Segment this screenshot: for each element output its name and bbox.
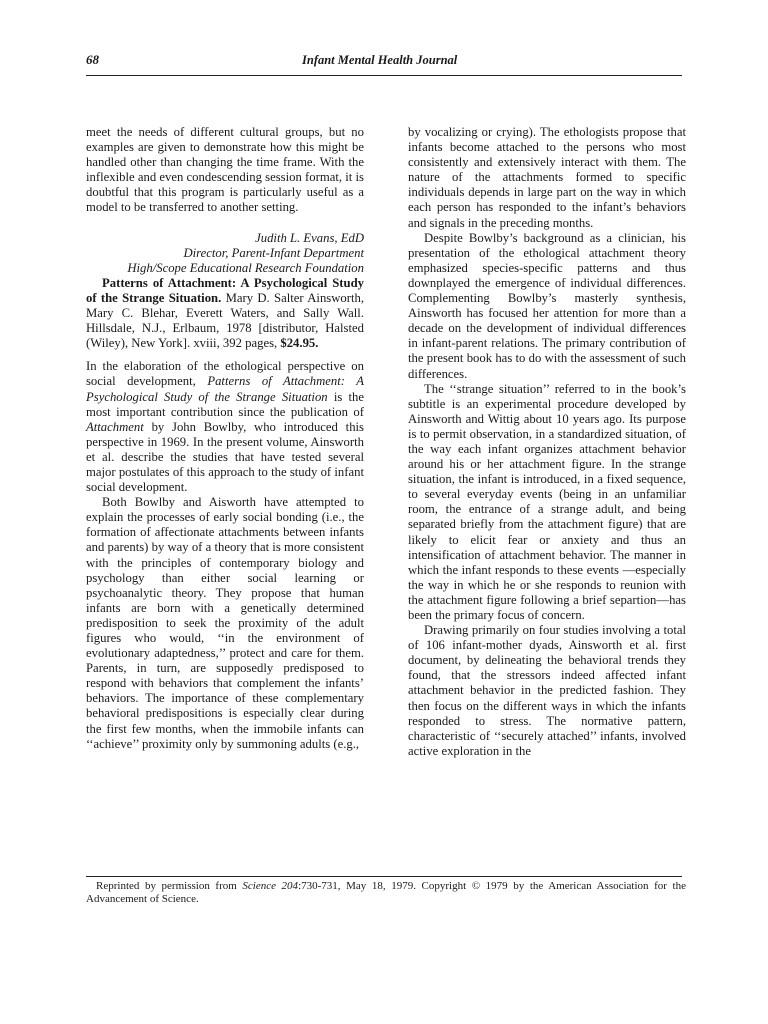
right-paragraph-1: by vocalizing or crying). The ethologists propose that infants become attached to the persons who most consistently and extensively interact with them. The nature of the attachments formed to specific individuals depends in large part on the way in which each person has responded to the infant’s behaviors and signals in the preceding months. [408,125,686,230]
right-paragraph-2: Despite Bowlby’s background as a clinician, his presentation of the ethological attachment theory emphasized species-specific patterns and thus downplayed the emergence of individual differences. Complementing Bowlby’s masterly synthesis, Ainsworth has focused her attention for more than a decade on the development of individual differences in infant-parent relations. The primary contribution of the present book has to do with the assessment of such differences. [408,230,686,381]
right-paragraph-3: The ‘‘strange situation’’ referred to in the book’s subtitle is an experimental procedure developed by Ainsworth and Wittig about 10 years ago. Its purpose is to permit observation, in a standardized situation, of the way each infant organizes attachment behavior around his or her attachment figure. In the strange situation, the infant is introduced, in a fixed sequence, to several everyday events (being in an unfamiliar room, the entrance of a strange adult, and being separated briefly from the attachment figure) that are likely to elicit fear or anxiety and thus an intensification of attachment behavior. The manner in which the infant responds to these events —especially the way in which he or she responds to reunion with the attachment figure following a brief separtion—has been the primary focus of concern. [408,381,686,622]
reviewer-signature [86,231,364,276]
running-head-journal-title: Infant Mental Health Journal [302,53,458,67]
book-price: $24.95. [280,336,319,351]
page-header [86,52,682,74]
reviewer-organization: High/Scope Educational Research Foundation [127,260,364,275]
book-title: Patterns of Attachment: A Psychological Study of the Strange Situation. [86,275,364,305]
left-paragraph-2: In the elaboration of the ethological perspective on social development, Patterns of Attachment: A Psychological Study of the Strange Situation is the most important contribution since the publication of Attachment by John Bowlby, who introduced this perspective in 1969. In the present volume, Ainsworth et al. describe the studies that have tested several major postulates of this approach to the study of infant social development. [86,359,364,495]
attachment-title-italic: Attachment [86,419,144,434]
reviewer-title: Director, Parent-Infant Department [183,245,364,260]
book-publication: Hillsdale, N.J., Erlbaum, 1978 [distributor, Halsted (Wiley), New York]. xviii, 392 pages, [86,321,364,351]
book-citation [86,276,364,351]
reviewer-name: Judith L. Evans, EdD [255,230,364,245]
page-number: 68 [86,52,99,67]
left-column [86,125,364,752]
header-rule [86,75,682,76]
left-paragraph-1: meet the needs of different cultural groups, but no examples are given to demonstrate how this might be handled other than changing the time frame. With the inflexible and even condescending session format, it is doubtful that this program is particularly useful as a model to be transferred to another setting. [86,125,364,215]
footnote-journal: Science 204 [242,880,299,892]
footnote: Reprinted by permission from Science 204:730-731, May 18, 1979. Copyright © 1979 by the American Association for the Advancement of Science. [86,880,686,905]
book-title-italic: Patterns of Attachment: A Psychological Study of the Strange Situation [86,374,364,404]
right-paragraph-4: Drawing primarily on four studies involving a total of 106 infant-mother dyads, Ainsworth et al. first document, by delineating the behavioral trends they found, that the stressors indeed affected infant attachment behavior in the predicted fashion. They then focus on the different ways in which the infants responded to stress. The normative pattern, characteristic of ‘‘securely attached’’ infants, involved active exploration in the [408,623,686,758]
right-column [408,125,686,759]
left-paragraph-3: Both Bowlby and Aisworth have attempted to explain the processes of early social bonding (i.e., the formation of affectionate attachments between infants and parents) by way of a theory that is more consistent with the principles of contemporary biology and psychology than either social learning or psychoanalytic theory. They propose that human infants are born with a genetically determined predisposition to seek the proximity of the adult figures who would, ‘‘in the environment of evolutionary adaptedness,’’ protect and care for them. Parents, in turn, are supposedly predisposed to respond with behaviors that complement the infants’ behaviors. The importance of these complementary behavioral predispositions is especially clear during the first few months, when the immobile infants can ‘‘achieve’’ proximity only by summoning adults (e.g., [86,495,364,751]
book-authors: Mary D. Salter Ainsworth, Mary C. Blehar, Everett Waters, and Sally Wall. [86,290,365,321]
footnote-rule [86,876,682,877]
